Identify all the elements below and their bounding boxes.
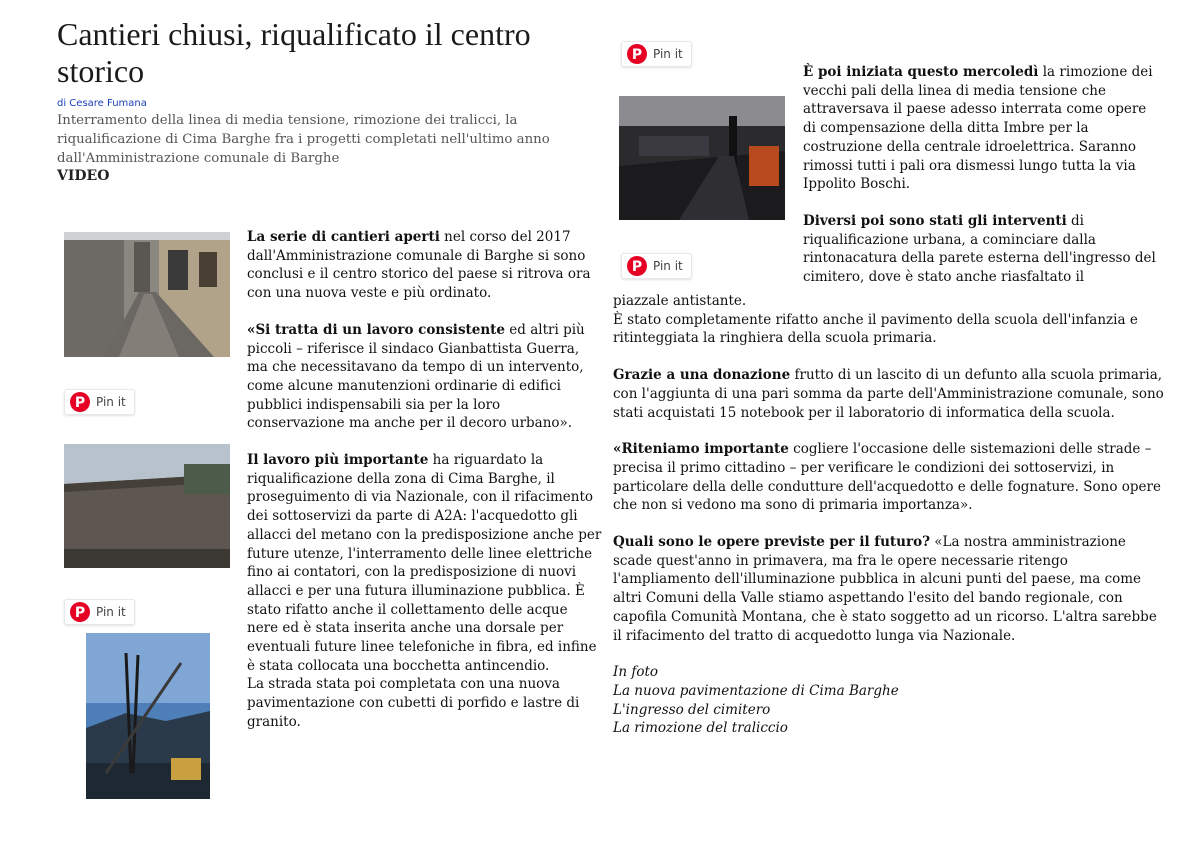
right-column-text-bottom	[613, 292, 1165, 738]
paragraph: È stato completamente rifatto anche il pavimento della scuola dell'infanzia e ritinteggiata la ringhiera della scuola primaria.	[613, 311, 1138, 347]
video-label[interactable]: VIDEO	[57, 168, 110, 184]
author-byline[interactable]: di Cesare Fumana	[57, 98, 147, 109]
paragraph: «Si tratta di un lavoro consistente ed altri più piccoli – riferisce il sindaco Gianbattista Guerra, ma che necessitavano da tempo di un intervento, come alcune manutenzioni ordinarie di edifici pubblici indispensabili sia per la loro conservazione ma anche per il decoro urbano».	[247, 321, 585, 432]
pinterest-logo-icon	[70, 392, 90, 412]
caption-item: La rimozione del traliccio	[613, 720, 788, 737]
paragraph: La serie di cantieri aperti nel corso del 2017 dall'Amministrazione comunale di Barghe si sono conclusi e il centro storico del paese si ritrova ora con una nuova veste e più ordinato.	[247, 229, 591, 302]
paragraph: Quali sono le opere previste per il futuro? «La nostra amministrazione scade quest'anno in primavera, ma fra le opere necessarie ritengo l'ampliamento dell'illuminazione pubblica in alcuni punti del paese, ma come altri Comuni della Valle stiamo aspettando l'esito del bando regionale, con capofila Comunità Montana, che è stato soggetto ad un ricorso. L'altra sarebbe il rifacimento del tratto di acquedotto lunga via Nazionale.	[613, 534, 1157, 644]
caption-item: La nuova pavimentazione di Cima Barghe	[613, 682, 899, 699]
caption-item: L'ingresso del cimitero	[613, 701, 771, 718]
left-column-text	[247, 228, 602, 732]
svg-text:P: P	[631, 47, 643, 63]
pin-it-label: Pin it	[653, 259, 683, 273]
paragraph: È poi iniziata questo mercoledì la rimozione dei vecchi pali della linea di media tensione che attraversava il paese adesso interrata come opere di compensazione della ditta Imbre per la costruzione della centrale idroelettrica. Saranno rimossi tutti i pali ora dismessi lungo tutta la via Ippolito Boschi.	[803, 64, 1153, 193]
svg-text:P: P	[74, 395, 86, 411]
photo-street[interactable]	[64, 232, 230, 357]
paragraph: La strada stata poi completata con una nuova pavimentazione con cubetti di porfido e lastre di granito.	[247, 676, 580, 730]
caption-heading: In foto	[613, 664, 658, 681]
svg-text:P: P	[74, 605, 86, 621]
paragraph: Diversi poi sono stati gli interventi di riqualificazione urbana, a cominciare dalla rintonacatura della parete esterna dell'ingresso del cimitero, dove è stato anche riasfaltato il	[803, 212, 1156, 286]
article-title: Cantieri chiusi, riqualificato il centro storico	[57, 16, 531, 89]
pin-it-label: Pin it	[96, 395, 126, 409]
svg-text:P: P	[631, 259, 643, 275]
pin-it-label: Pin it	[96, 605, 126, 619]
paragraph: piazzale antistante.	[613, 293, 747, 309]
paragraph: «Riteniamo importante cogliere l'occasione delle sistemazioni delle strade – precisa il primo cittadino – per verificare le condizioni dei sottoservizi, in particolare della delle condutture dell'acquedotto e delle fognature. Sono opere che non si vedono ma sono di primaria importanza».	[613, 441, 1161, 514]
pin-it-button[interactable]	[64, 389, 135, 415]
pinterest-logo-icon	[627, 44, 647, 64]
paragraph: Grazie a una donazione frutto di un lascito di un defunto alla scuola primaria, con l'aggiunta di una pari somma da parte dell'Amministrazione comunale, sono stati acquistati 15 notebook per il laboratorio di informatica della scuola.	[613, 367, 1164, 421]
pin-it-button[interactable]	[621, 41, 692, 67]
photo-captions	[613, 663, 1165, 738]
article-summary: Interramento della linea di media tensione, rimozione dei tralicci, la riqualificazione di Cima Barghe fra i progetti completati nell'ultimo anno dall'Amministrazione comunale di Barghe	[57, 113, 550, 166]
photo-pylon[interactable]	[86, 633, 210, 799]
pinterest-logo-icon	[70, 602, 90, 622]
pin-it-button[interactable]	[64, 599, 135, 625]
pinterest-logo-icon	[627, 256, 647, 276]
pin-it-label: Pin it	[653, 47, 683, 61]
pin-it-button[interactable]	[621, 253, 692, 279]
photo-roadworks[interactable]	[619, 96, 785, 220]
paragraph: Il lavoro più importante ha riguardato la riqualificazione della zona di Cima Barghe, il proseguimento di via Nazionale, con il rifacimento dei sottoservizi da parte di A2A: l'acquedotto gli allacci del metano con la predisposizione anche per future utenze, l'interramento delle linee elettriche fino ai contatori, con la predisposizione di nuovi allacci e per una futura illuminazione pubblica. È stato rifatto anche il collettamento delle acque nere ed è stata inserita anche una dorsale per eventuali future linee telefoniche in fibra, ed infine è stata collocata una bocchetta antincendio.	[247, 452, 602, 674]
right-column-text-top	[803, 63, 1163, 287]
photo-cemetery[interactable]	[64, 444, 230, 568]
